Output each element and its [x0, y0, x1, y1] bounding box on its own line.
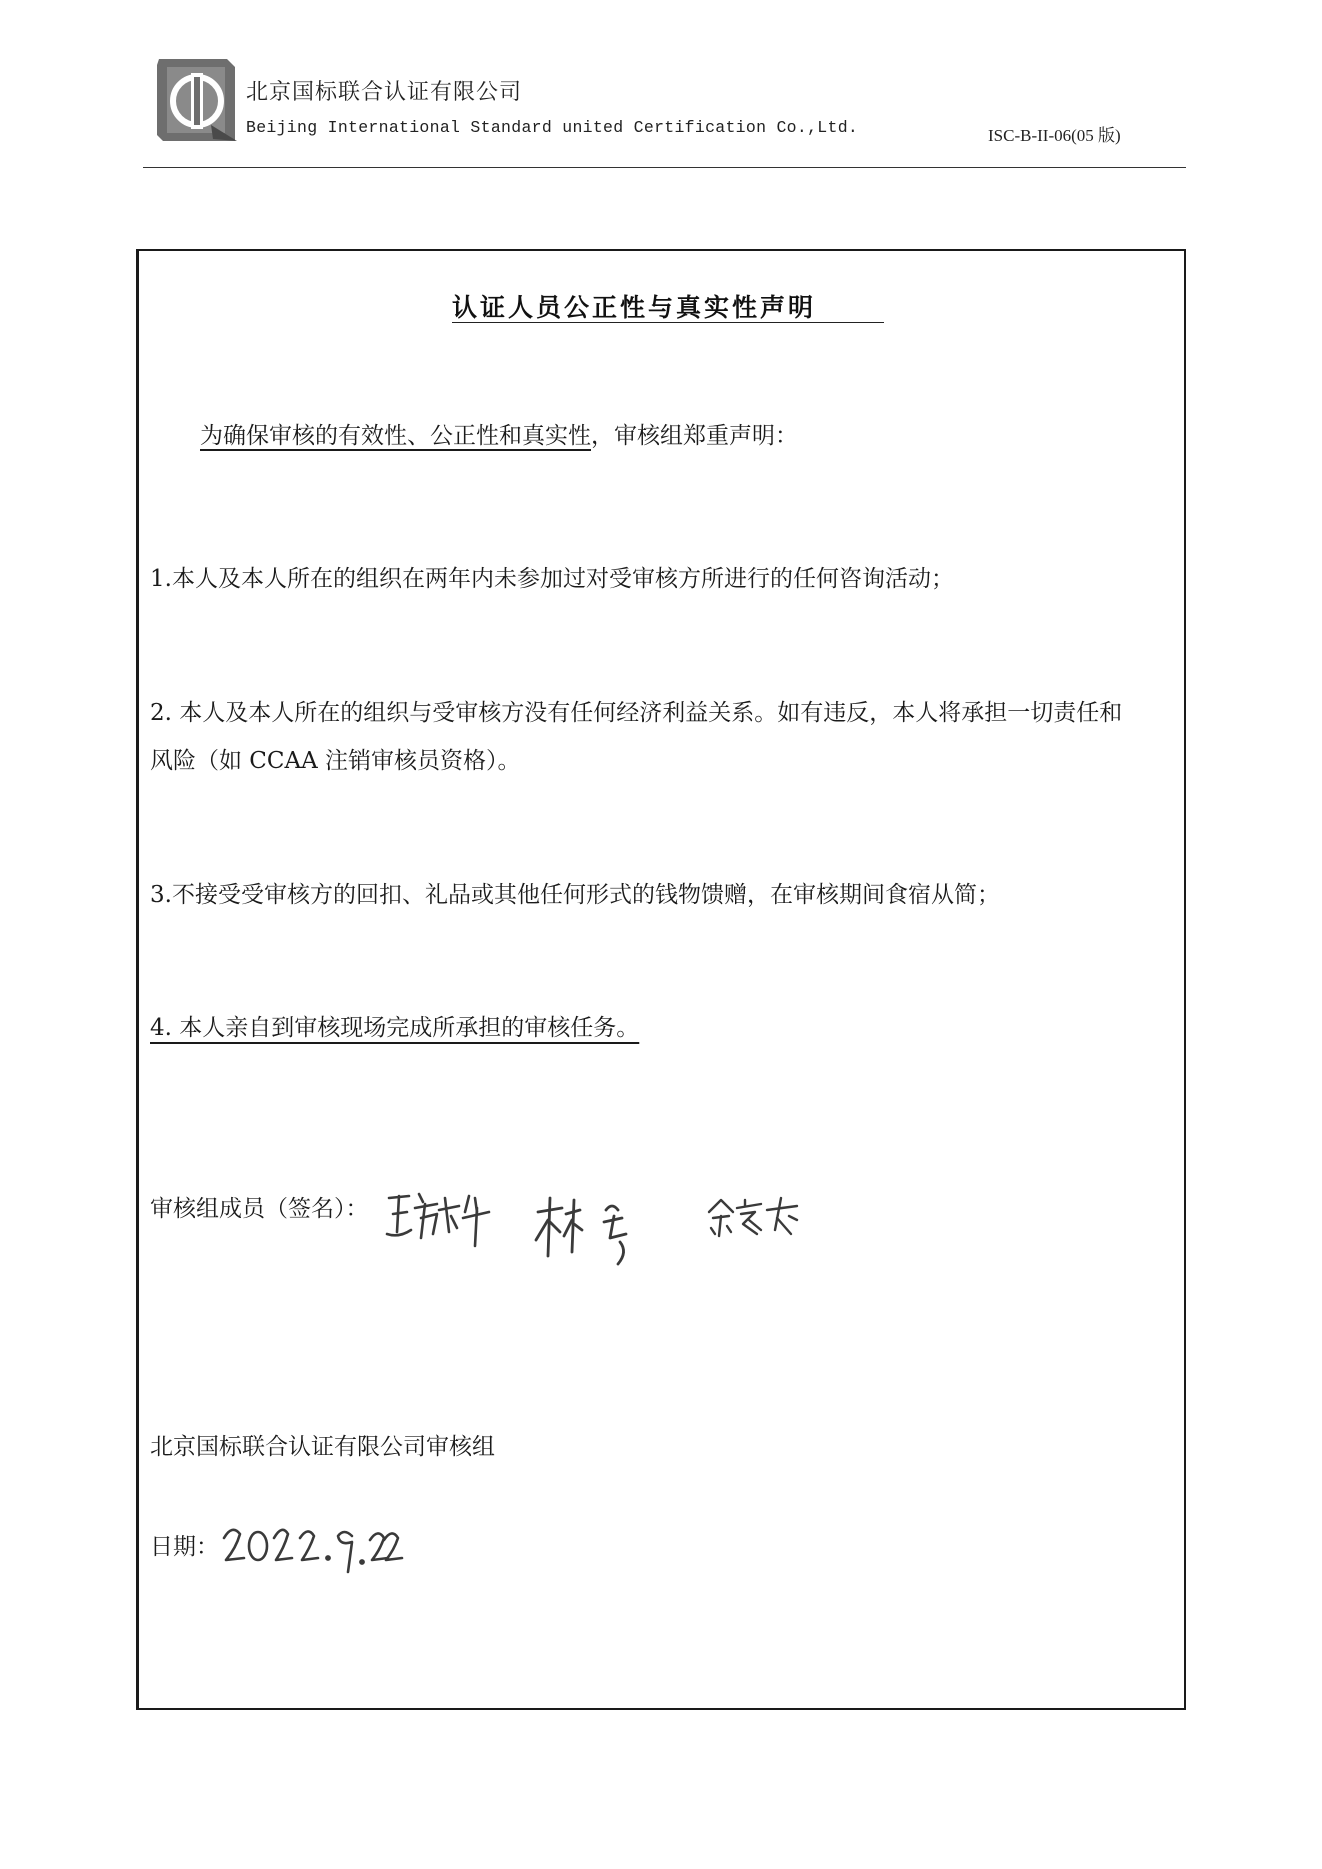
page-title: 认证人员公正性与真实性声明: [452, 293, 817, 322]
date-label: 日期：: [150, 1534, 219, 1560]
declaration-item-4: 4. 本人亲自到审核现场完成所承担的审核任务。: [150, 1015, 640, 1041]
signature-1: [385, 1188, 495, 1250]
intro-underlined-text: 为确保审核的有效性、公正性和真实性: [200, 423, 591, 449]
company-name-cn: 北京国标联合认证有限公司: [246, 80, 523, 105]
declaration-item-3: 3.不接受受审核方的回扣、礼品或其他任何形式的钱物馈赠，在审核期间食宿从简；: [150, 882, 1000, 908]
audit-group-name: 北京国标联合认证有限公司审核组: [150, 1434, 495, 1460]
document-code: ISC-B-II-06(05 版): [988, 126, 1121, 145]
company-logo-icon: [153, 55, 241, 147]
signature-2: [532, 1190, 642, 1276]
signature-3: [705, 1190, 805, 1244]
members-signature-label: 审核组成员（签名）：: [150, 1196, 369, 1222]
declaration-item-1: 1.本人及本人所在的组织在两年内未参加过对受审核方所进行的任何咨询活动；: [150, 566, 954, 592]
handwritten-date: [222, 1518, 402, 1578]
declaration-item-2-line-2: 风险（如 CCAA 注销审核员资格）。: [150, 748, 521, 774]
intro-rest-text: ，审核组郑重声明：: [591, 423, 798, 449]
title-underline: [452, 322, 884, 323]
header-divider: [143, 167, 1186, 168]
intro-statement: [200, 417, 798, 450]
declaration-item-2-line-1: 2. 本人及本人所在的组织与受审核方没有任何经济利益关系。如有违反，本人将承担一切责任和: [150, 700, 1123, 726]
declaration-frame: [136, 249, 1186, 1710]
company-name-en: Beijing International Standard united Certification Co.,Ltd.: [246, 118, 859, 137]
